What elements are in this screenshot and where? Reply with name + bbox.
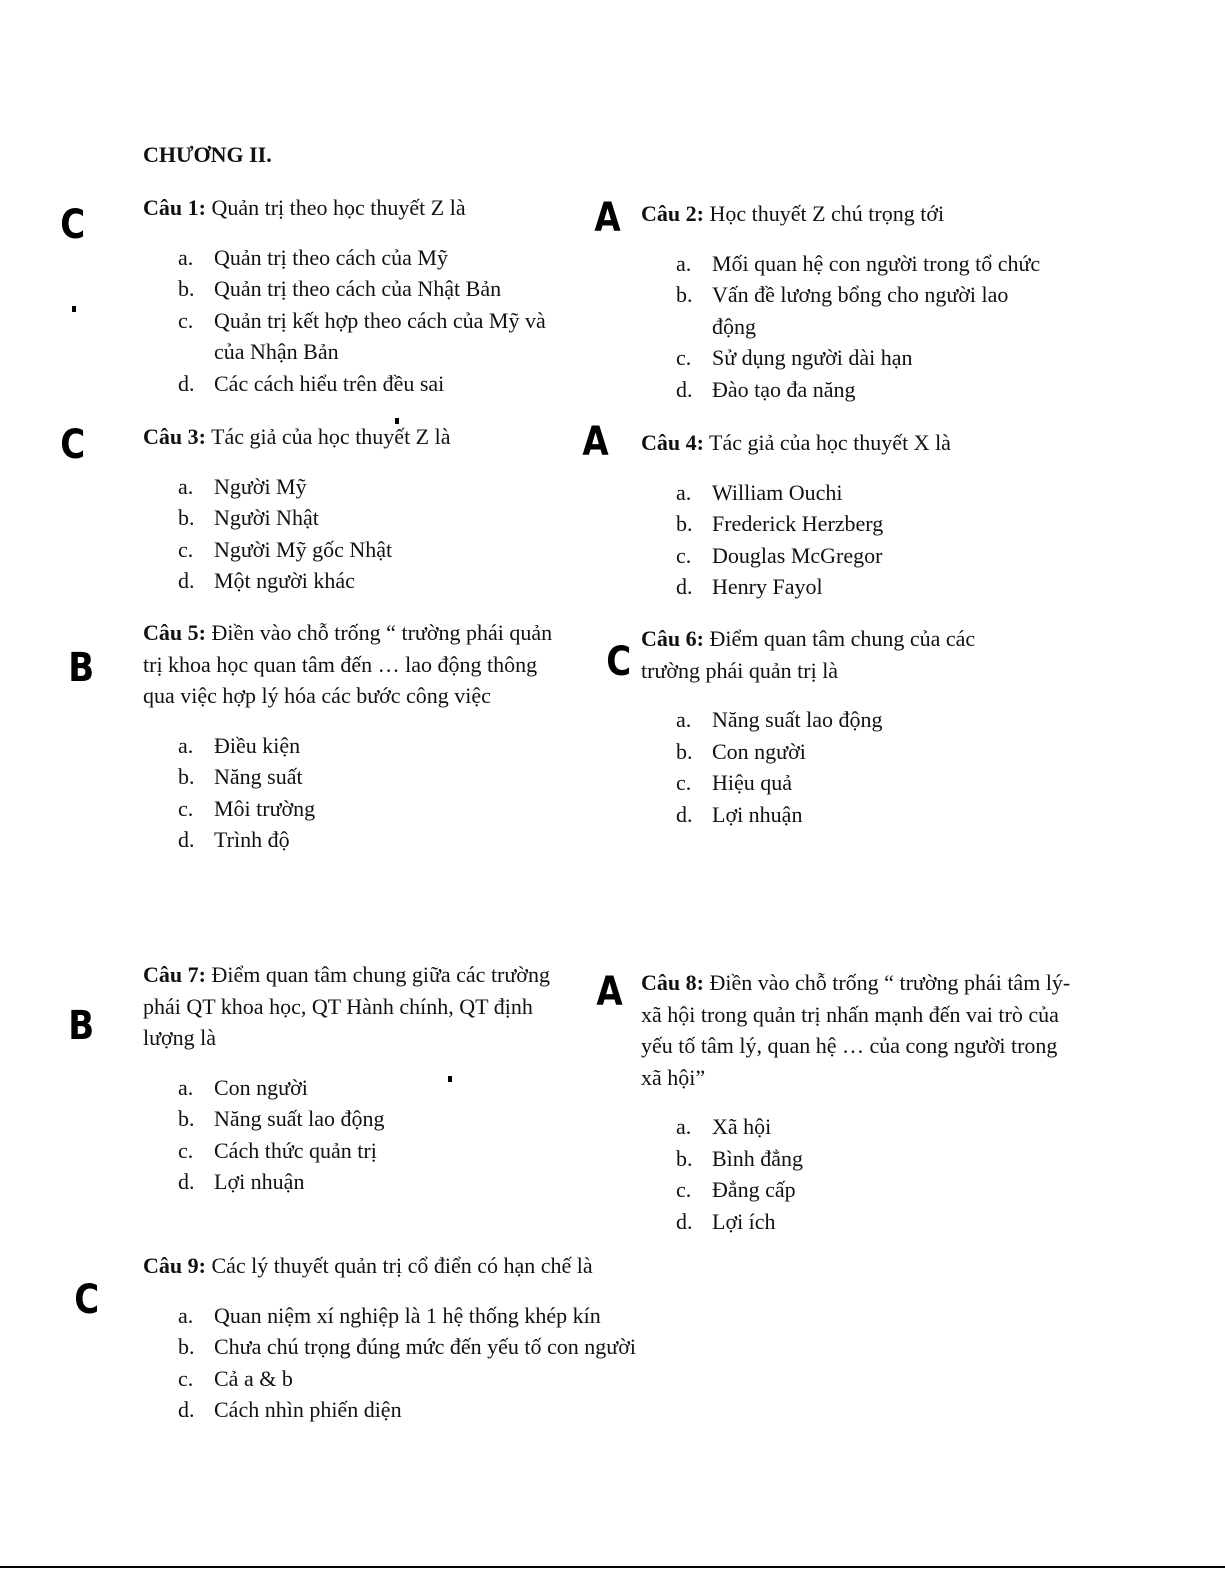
option-item: c. Sử dụng người dài hạn bbox=[676, 345, 913, 370]
option-item: b. Bình đẳng bbox=[676, 1145, 804, 1171]
stray-dot bbox=[395, 418, 399, 424]
question-text: Điểm quan tâm chung giữa các trường phái QT khoa học, QT Hành chính, QT định lượng là bbox=[143, 962, 550, 1050]
handwritten-answer-mark: B bbox=[68, 1003, 95, 1049]
option-item: d. Henry Fayol bbox=[676, 574, 823, 599]
option-list bbox=[143, 1072, 568, 1198]
question-2 bbox=[641, 198, 1071, 405]
question-text: Các lý thuyết quản trị cổ điển có hạn chế là bbox=[205, 1253, 593, 1278]
question-text: Điền vào chỗ trống “ trường phái quản trị khoa học quan tâm đến … lao động thông qua việc hợp lý hóa các bước công việc bbox=[143, 620, 553, 708]
option-item: c. Hiệu quả bbox=[676, 770, 793, 795]
option-item: b. Người Nhật bbox=[178, 505, 319, 530]
stray-dot bbox=[72, 306, 76, 312]
question-3 bbox=[143, 421, 563, 597]
option-item: d. Lợi nhuận bbox=[676, 801, 803, 827]
handwritten-answer-mark: A bbox=[596, 969, 623, 1015]
option-item: a. Người Mỹ bbox=[178, 473, 307, 499]
option-item: c. Đẳng cấp bbox=[676, 1177, 796, 1202]
question-text: Tác giả của học thuyết X là bbox=[703, 430, 951, 455]
option-item: b. Năng suất lao động bbox=[178, 1106, 385, 1131]
option-item: a. Con người bbox=[178, 1074, 308, 1100]
question-label: Câu 5: bbox=[143, 620, 206, 645]
question-label: Câu 2: bbox=[641, 201, 704, 226]
handwritten-answer-mark: C bbox=[74, 1277, 100, 1323]
question-label: Câu 7: bbox=[143, 962, 206, 987]
option-item: c. Người Mỹ gốc Nhật bbox=[178, 536, 393, 562]
question-text: Điền vào chỗ trống “ trường phái tâm lý-xã hội trong quản trị nhấn mạnh đến vai trò của yếu tố tâm lý, quan hệ … của cong người trong xã hội” bbox=[641, 970, 1071, 1090]
option-item: a. Quản trị theo cách của Mỹ bbox=[178, 244, 448, 270]
option-item: b. Quản trị theo cách của Nhật Bản bbox=[178, 276, 502, 301]
question-stem bbox=[143, 959, 568, 1054]
handwritten-answer-mark: C bbox=[606, 639, 632, 685]
question-label: Câu 1: bbox=[143, 195, 206, 220]
question-stem bbox=[143, 617, 568, 712]
option-item: c. Môi trường bbox=[178, 795, 316, 821]
option-list bbox=[641, 704, 1021, 830]
option-list bbox=[143, 242, 563, 400]
chapter-title: CHƯƠNG II. bbox=[143, 142, 272, 167]
question-stem bbox=[641, 427, 1071, 459]
option-item: b. Vấn đề lương bổng cho người lao động bbox=[676, 282, 1009, 339]
question-label: Câu 8: bbox=[641, 970, 704, 995]
stray-dot bbox=[448, 1076, 452, 1082]
option-list bbox=[143, 730, 568, 856]
question-1 bbox=[143, 192, 563, 399]
option-item: a. Quan niệm xí nghiệp là 1 hệ thống khép kín bbox=[178, 1302, 601, 1328]
option-item: d. Lợi ích bbox=[676, 1208, 776, 1234]
question-stem bbox=[143, 421, 563, 453]
question-stem bbox=[641, 198, 1071, 230]
option-list bbox=[641, 1111, 1071, 1237]
handwritten-answer-mark: A bbox=[594, 195, 621, 241]
option-item: d. Trình độ bbox=[178, 827, 290, 852]
question-label: Câu 6: bbox=[641, 626, 704, 651]
question-stem bbox=[641, 623, 1021, 686]
page-bottom-rule bbox=[0, 1566, 1225, 1568]
option-item: c. Quản trị kết hợp theo cách của Mỹ và của Nhận Bản bbox=[178, 307, 546, 364]
question-6 bbox=[641, 623, 1021, 830]
option-list bbox=[143, 1300, 743, 1426]
question-label: Câu 9: bbox=[143, 1253, 206, 1278]
option-item: a. Xã hội bbox=[676, 1114, 772, 1139]
question-text: Tác giả của học thuyết Z là bbox=[205, 424, 451, 449]
question-stem bbox=[143, 192, 563, 224]
option-item: a. William Ouchi bbox=[676, 479, 843, 505]
option-item: c. Cách thức quản trị bbox=[178, 1137, 377, 1163]
option-item: d. Đào tạo đa năng bbox=[676, 376, 856, 402]
option-item: c. Cả a & b bbox=[178, 1365, 293, 1391]
option-item: b. Năng suất bbox=[178, 764, 303, 789]
question-label: Câu 3: bbox=[143, 424, 206, 449]
option-item: d. Cách nhìn phiến diện bbox=[178, 1397, 402, 1422]
option-item: b. Con người bbox=[676, 738, 806, 764]
option-list bbox=[143, 471, 563, 597]
question-stem bbox=[641, 967, 1071, 1093]
option-item: d. Lợi nhuận bbox=[178, 1169, 305, 1194]
question-text: Điểm quan tâm chung của các trường phái quản trị là bbox=[641, 626, 976, 683]
handwritten-answer-mark: B bbox=[68, 645, 95, 691]
question-7 bbox=[143, 959, 568, 1198]
option-item: a. Mối quan hệ con người trong tổ chức bbox=[676, 250, 1041, 276]
handwritten-answer-mark: C bbox=[60, 422, 86, 468]
handwritten-answer-mark: A bbox=[582, 419, 609, 465]
option-item: b. Frederick Herzberg bbox=[676, 511, 884, 536]
question-stem bbox=[143, 1250, 743, 1282]
option-item: d. Một người khác bbox=[178, 568, 355, 593]
handwritten-answer-mark: C bbox=[60, 202, 86, 248]
question-text: Học thuyết Z chú trọng tới bbox=[703, 201, 945, 226]
question-text: Quản trị theo học thuyết Z là bbox=[205, 195, 466, 220]
option-list bbox=[641, 248, 1071, 406]
question-5 bbox=[143, 617, 568, 856]
question-9 bbox=[143, 1250, 743, 1426]
option-item: d. Các cách hiểu trên đều sai bbox=[178, 370, 445, 396]
option-item: b. Chưa chú trọng đúng mức đến yếu tố con người bbox=[178, 1334, 636, 1359]
option-list bbox=[641, 477, 1071, 603]
option-item: a. Năng suất lao động bbox=[676, 707, 883, 732]
question-4 bbox=[641, 427, 1071, 603]
question-8 bbox=[641, 967, 1071, 1237]
option-item: a. Điều kiện bbox=[178, 732, 301, 758]
option-item: c. Douglas McGregor bbox=[676, 542, 883, 568]
question-label: Câu 4: bbox=[641, 430, 704, 455]
